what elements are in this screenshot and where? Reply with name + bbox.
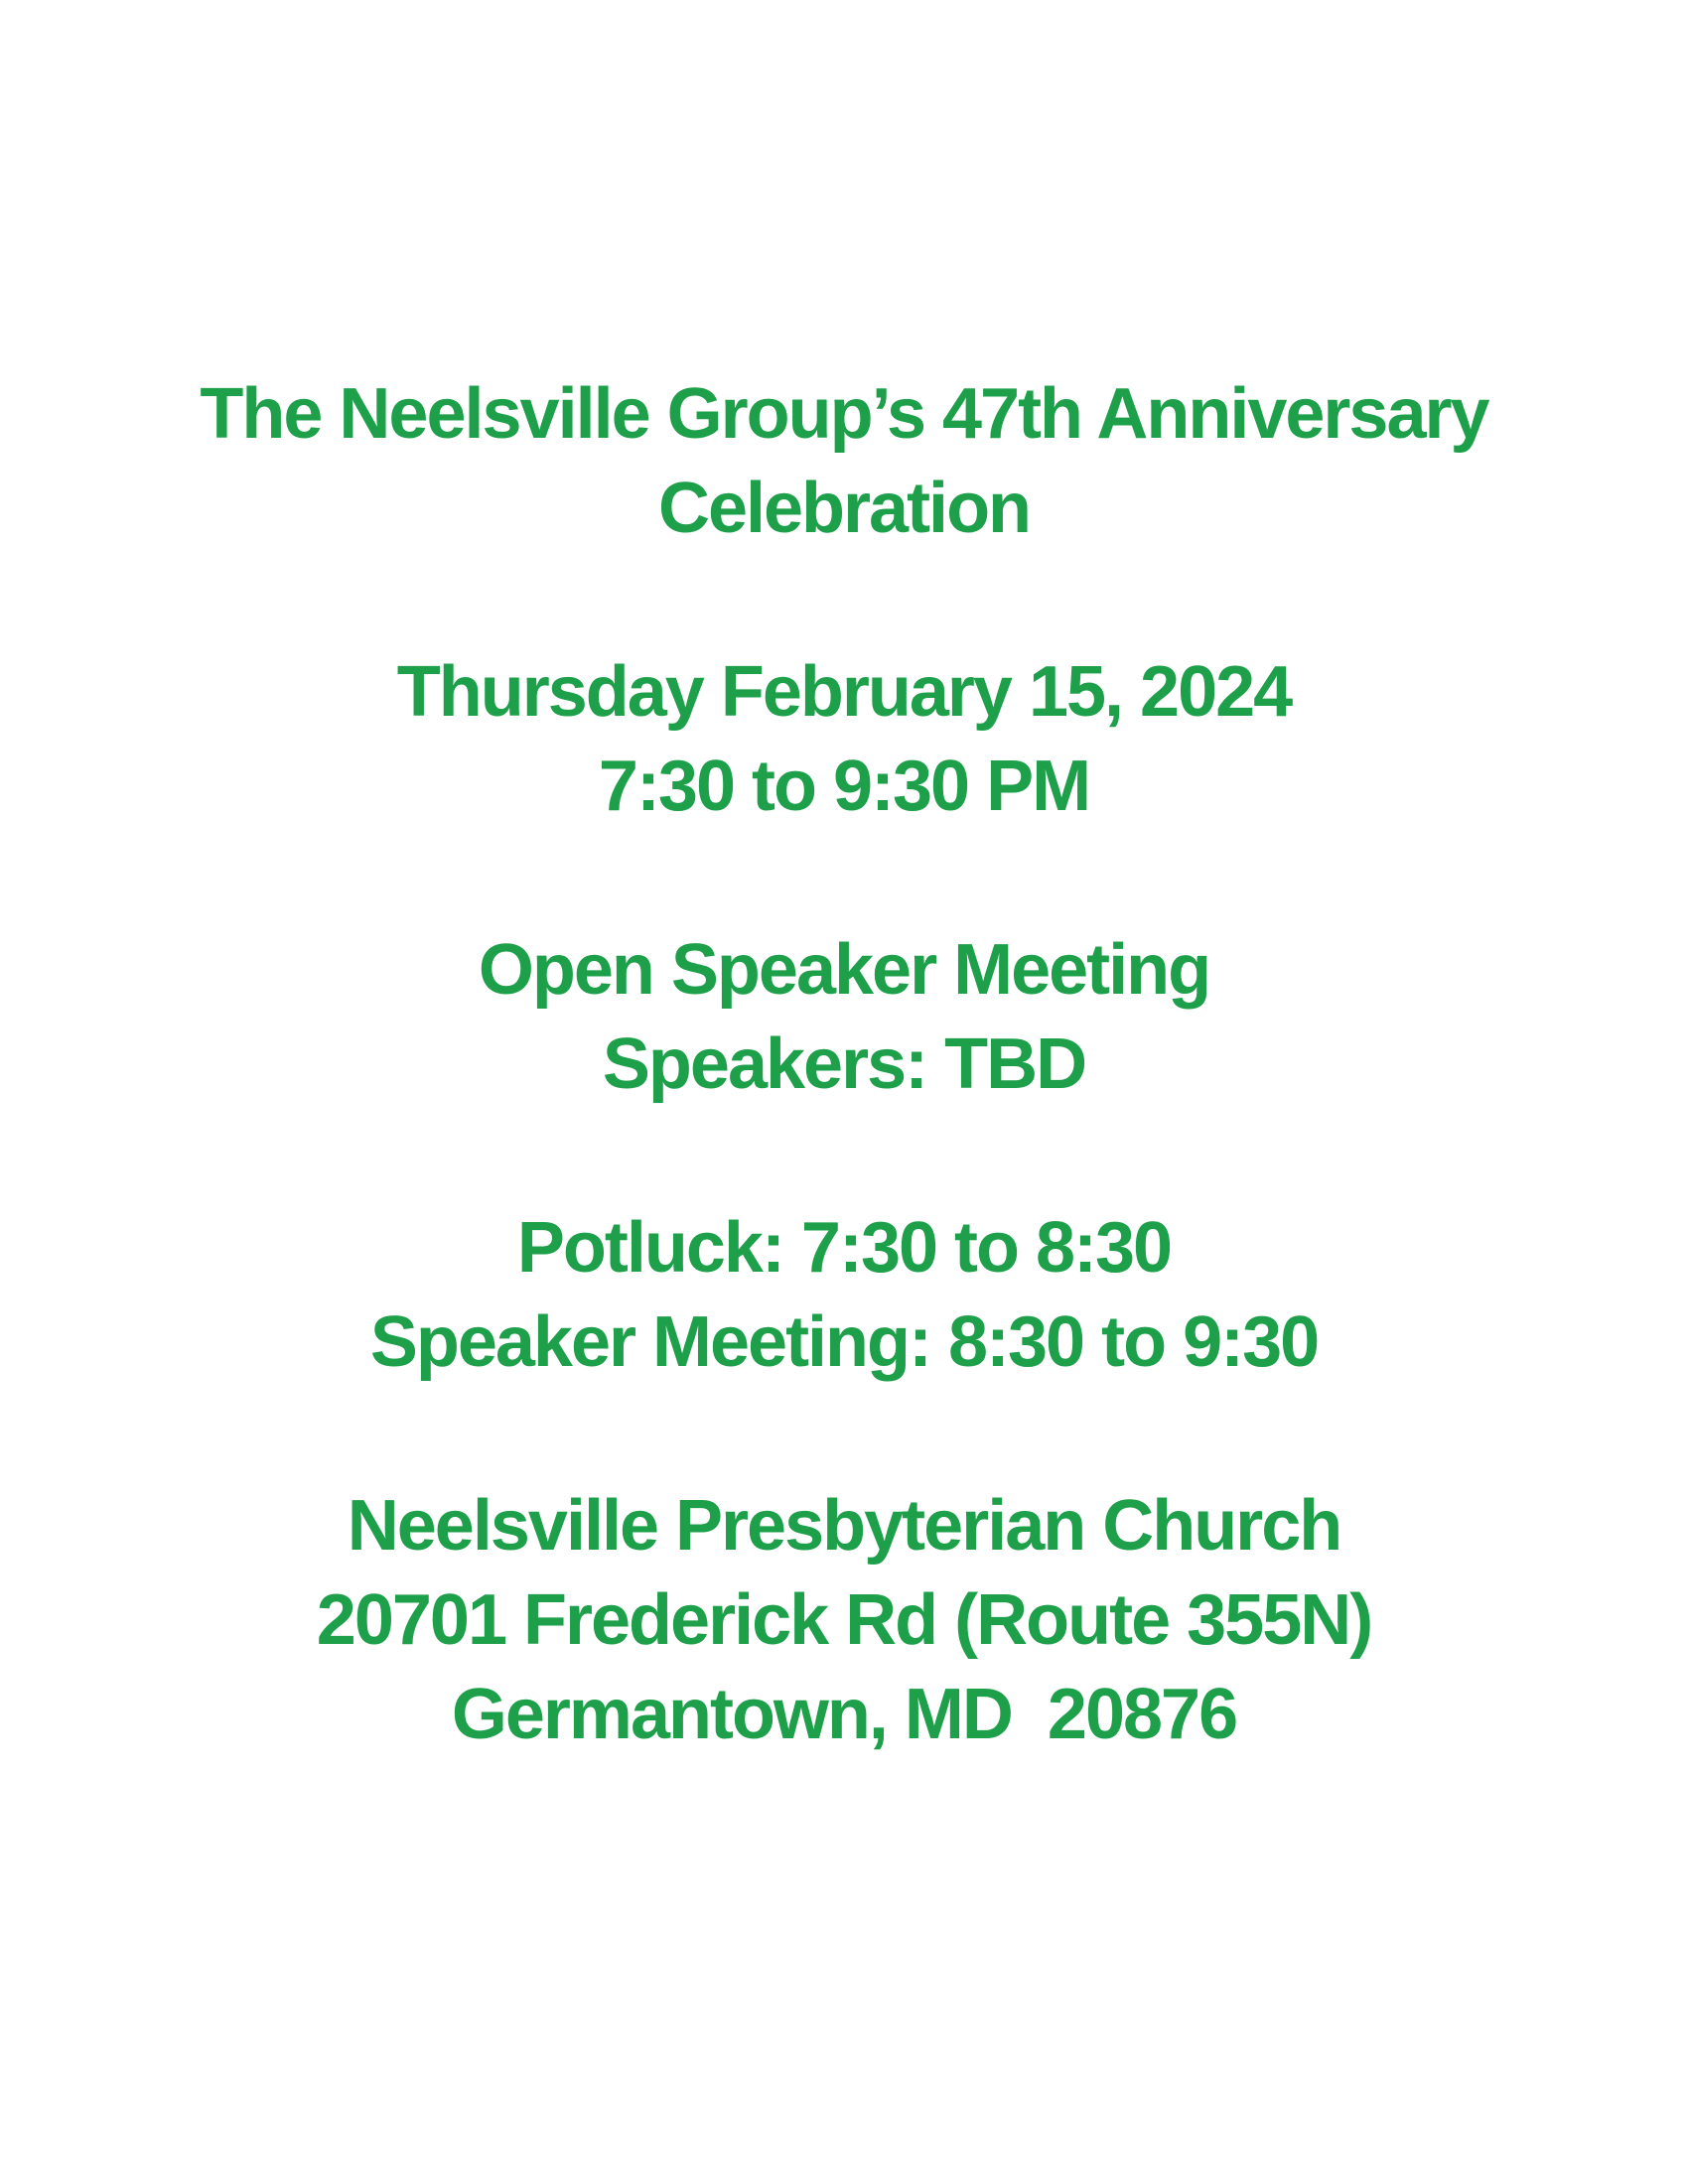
title-block [0,367,1688,556]
venue-address: 20701 Frederick Rd (Route 355N) [316,1580,1372,1660]
event-date: Thursday February 15, 2024 [396,652,1292,732]
schedule-potluck: Potluck: 7:30 to 8:30 [516,1208,1172,1288]
schedule-block [0,1201,1688,1390]
venue-city-state-zip: Germantown, MD 20876 [451,1675,1237,1754]
schedule-speaker-meeting: Speaker Meeting: 8:30 to 9:30 [369,1302,1319,1382]
datetime-block [0,645,1688,834]
meeting-block [0,923,1688,1112]
venue-name: Neelsville Presbyterian Church [347,1486,1341,1566]
event-title-line2: Celebration [657,469,1031,548]
event-time: 7:30 to 9:30 PM [598,747,1090,826]
event-title-line1: The Neelsville Group’s 47th Anniversary [200,374,1488,454]
location-block [0,1479,1688,1762]
meeting-speakers: Speakers: TBD [602,1024,1086,1104]
meeting-type: Open Speaker Meeting [478,930,1210,1010]
